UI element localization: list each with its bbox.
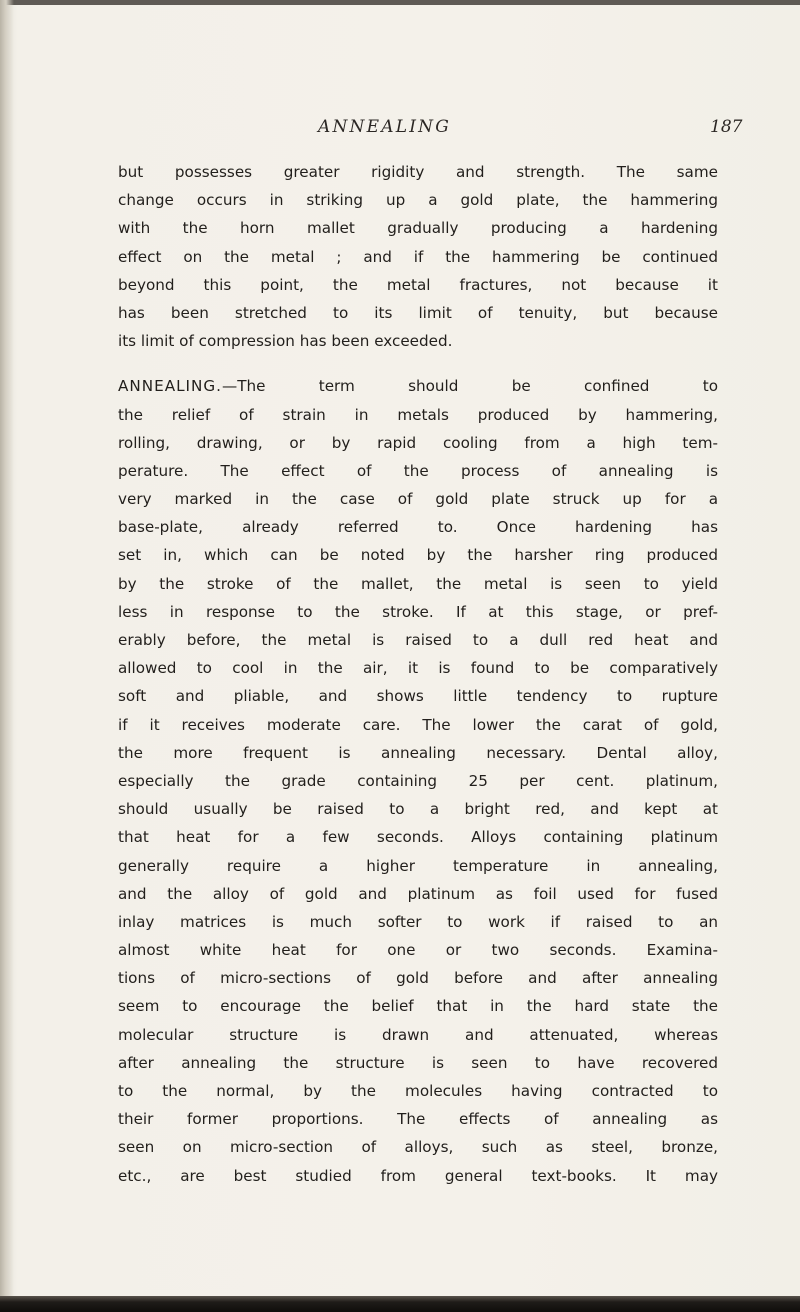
text-line: base-plate, already referred to. Once hardening has: [118, 518, 718, 537]
bottom-edge-shadow: [0, 1296, 800, 1312]
text-line: inlay matrices is much softer to work if raised to an: [118, 912, 718, 931]
text-line: seen on micro-section of alloys, such as steel, bronze,: [118, 1138, 718, 1157]
running-head: [0, 117, 800, 145]
body-text: [118, 158, 718, 1190]
text-line: the relief of strain in metals produced by hammering,: [118, 405, 718, 424]
page-number: 187: [710, 117, 743, 137]
text-line: seem to encourage the belief that in the hard state the: [118, 997, 718, 1016]
text-line: their former proportions. The effects of annealing as: [118, 1110, 718, 1129]
heading-line-rest: —The term should be confined to: [222, 377, 718, 396]
paragraph-2: [118, 372, 718, 1189]
text-line: erably before, the metal is raised to a dull red heat and: [118, 631, 718, 649]
text-line: to the normal, by the molecules having contracted to: [118, 1082, 718, 1100]
text-line: effect on the metal ; and if the hammering be continued: [118, 247, 718, 266]
text-line: the more frequent is annealing necessary. Dental alloy,: [118, 743, 718, 762]
text-line: rolling, drawing, or by rapid cooling from a high tem-: [118, 433, 718, 452]
section-heading: ANNEALING.: [118, 377, 222, 396]
text-line: and the alloy of gold and platinum as foil used for fused: [118, 884, 718, 903]
text-line-with-heading: [118, 372, 718, 400]
text-line: has been stretched to its limit of tenuity, but because: [118, 303, 718, 322]
text-line: molecular structure is drawn and attenuated, whereas: [118, 1025, 718, 1044]
text-line: by the stroke of the mallet, the metal is seen to yield: [118, 574, 718, 593]
text-line: allowed to cool in the air, it is found to be comparatively: [118, 659, 718, 678]
text-line: but possesses greater rigidity and strength. The same: [118, 163, 718, 181]
text-line: perature. The effect of the process of annealing is: [118, 461, 718, 480]
text-line: tions of micro-sections of gold before and after annealing: [118, 969, 718, 988]
text-line: with the horn mallet gradually producing a hardening: [118, 219, 718, 238]
text-line: especially the grade containing 25 per cent. platinum,: [118, 771, 718, 790]
text-line: almost white heat for one or two seconds. Examina-: [118, 941, 718, 960]
top-edge-line: [0, 0, 800, 5]
text-line: etc., are best studied from general text-books. It may: [118, 1166, 718, 1185]
text-line: its limit of compression has been exceeded.: [118, 332, 453, 351]
text-line: very marked in the case of gold plate struck up for a: [118, 490, 718, 509]
text-line: if it receives moderate care. The lower the carat of gold,: [118, 715, 718, 734]
text-line: change occurs in striking up a gold plate, the hammering: [118, 191, 718, 210]
text-line: soft and pliable, and shows little tendency to rupture: [118, 687, 718, 706]
text-line: after annealing the structure is seen to have recovered: [118, 1053, 718, 1072]
paragraph-gap: [118, 355, 718, 372]
running-title: ANNEALING: [318, 117, 451, 137]
paragraph-1: [118, 158, 718, 355]
text-line: beyond this point, the metal fractures, not because it: [118, 275, 718, 294]
text-line: should usually be raised to a bright red, and kept at: [118, 800, 718, 819]
text-line: that heat for a few seconds. Alloys containing platinum: [118, 828, 718, 847]
text-line: less in response to the stroke. If at this stage, or pref-: [118, 602, 718, 621]
text-line: set in, which can be noted by the harsher ring produced: [118, 546, 718, 565]
text-line: generally require a higher temperature in annealing,: [118, 856, 718, 875]
spine-shadow: [0, 0, 14, 1312]
